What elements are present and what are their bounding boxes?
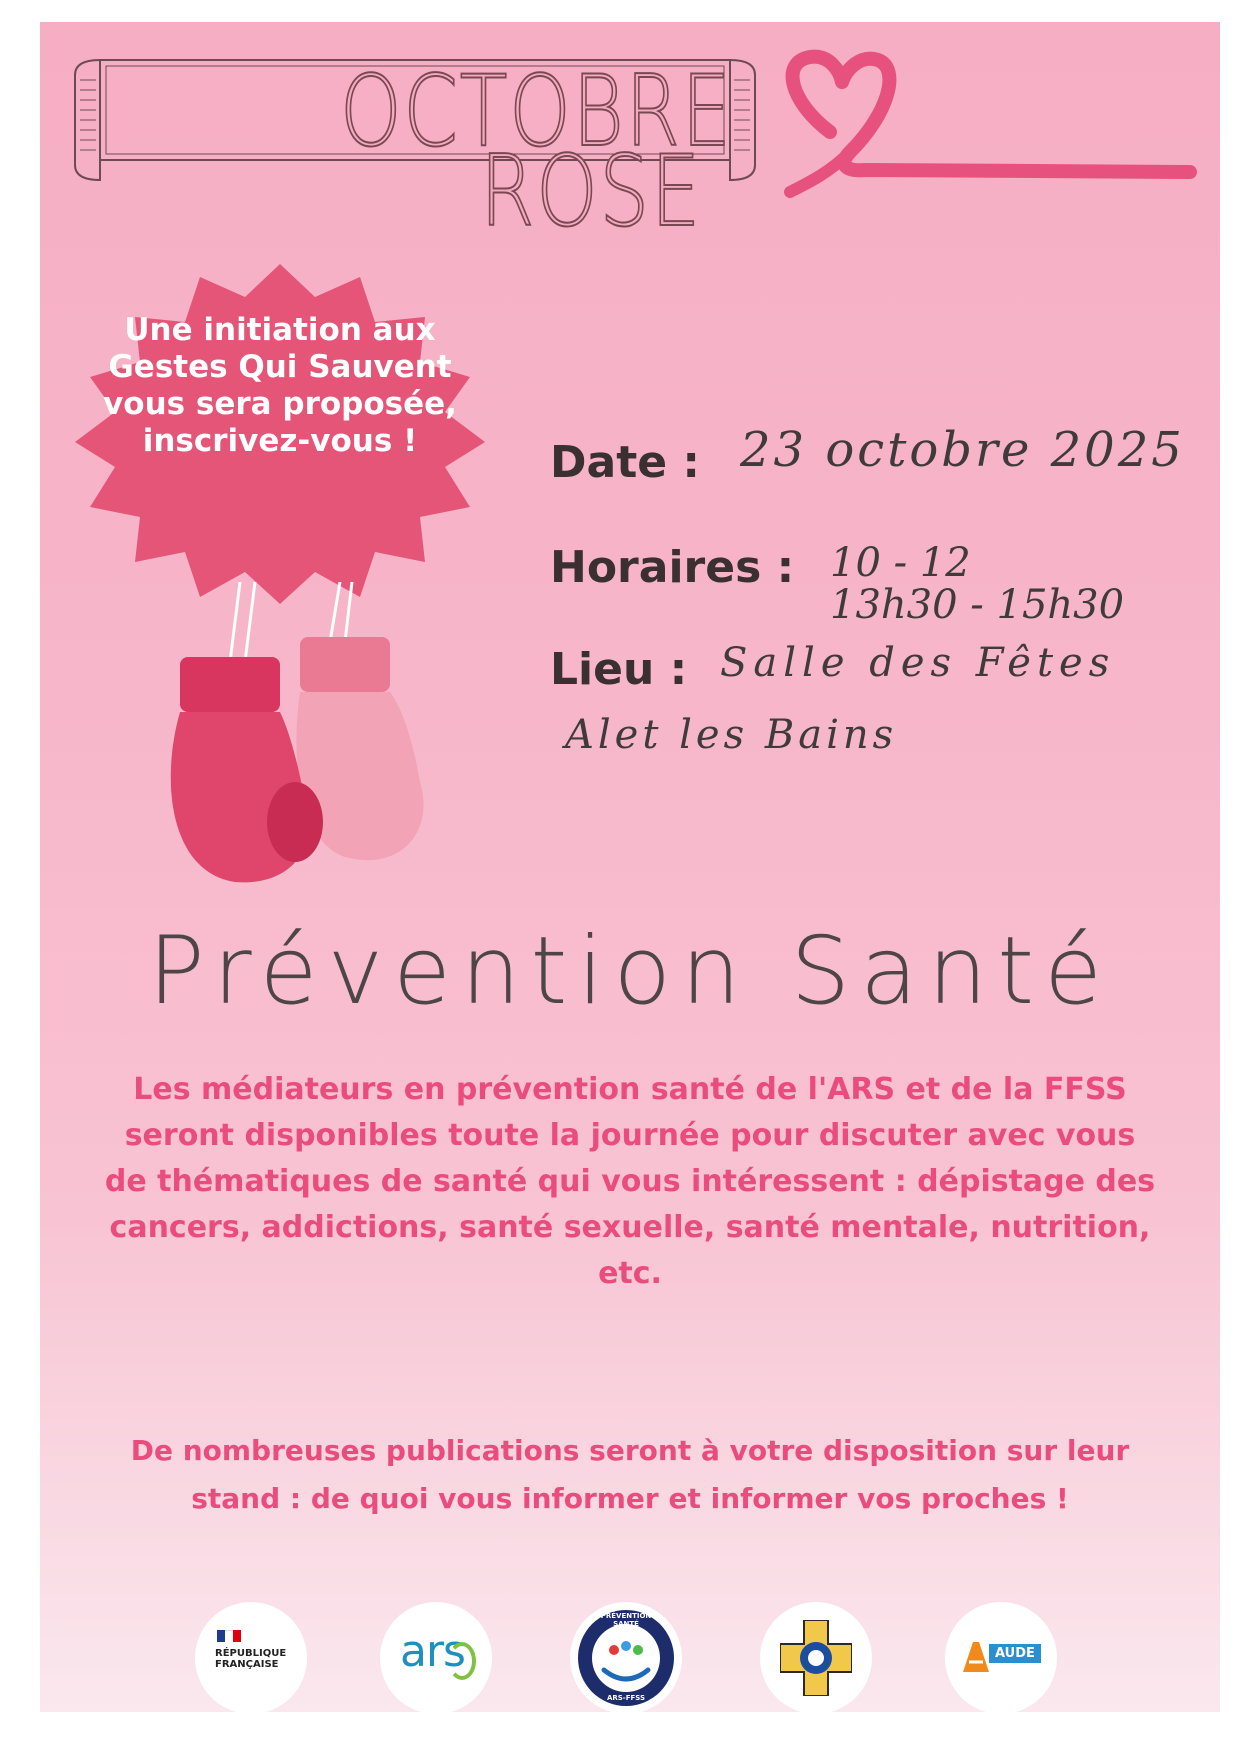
body-paragraph-2: De nombreuses publications seront à votre disposition sur leur stand : de quoi vous informer et informer vos proches !	[130, 1434, 1130, 1515]
aude-text: AUDE	[989, 1644, 1041, 1663]
aude-a-icon	[963, 1642, 989, 1672]
prevention-bottom-text: ARS-FFSS	[606, 1694, 646, 1702]
place-value-town: Alet les Bains	[565, 712, 898, 758]
date-label: Date :	[550, 437, 701, 488]
prevention-top-text: PRÉVENTION SANTÉ	[600, 1612, 652, 1628]
logo-ars	[380, 1602, 492, 1712]
badge-text: Une initiation aux Gestes Qui Sauvent vous sera proposée, inscrivez-vous !	[103, 312, 457, 459]
boxing-gloves-icon	[130, 582, 470, 922]
rf-line1: RÉPUBLIQUE	[215, 1648, 287, 1659]
place-value-venue: Salle des Fêtes	[720, 640, 1116, 686]
title-octobre: OCTOBRE	[340, 55, 733, 169]
logo-aude	[945, 1602, 1057, 1712]
poster	[40, 22, 1220, 1712]
ars-text: ars	[400, 1626, 465, 1677]
title-rose: ROSE	[480, 135, 702, 249]
hours-label: Horaires :	[550, 542, 795, 593]
logo-ffss	[760, 1602, 872, 1712]
logo-republique-francaise	[195, 1602, 307, 1712]
hours-value-afternoon: 13h30 - 15h30	[830, 582, 1125, 628]
heart-ribbon-icon	[770, 42, 1200, 212]
date-value: 23 octobre 2025	[740, 422, 1185, 478]
body-paragraph-1: Les médiateurs en prévention santé de l'ARS et de la FFSS seront disponibles toute la journée pour discuter avec vous de thématiques de santé qui vous intéressent : dépistage des cancers, addictions, santé sexuelle, santé mentale, nutrition, etc.	[104, 1072, 1156, 1291]
hours-value-morning: 10 - 12	[830, 540, 971, 586]
rf-line2: FRANÇAISE	[215, 1659, 279, 1670]
ffss-cross-icon	[780, 1620, 852, 1696]
logo-prevention-sante	[570, 1602, 682, 1712]
section-title: Prévention Santé	[148, 917, 1112, 1026]
place-label: Lieu :	[550, 644, 688, 695]
